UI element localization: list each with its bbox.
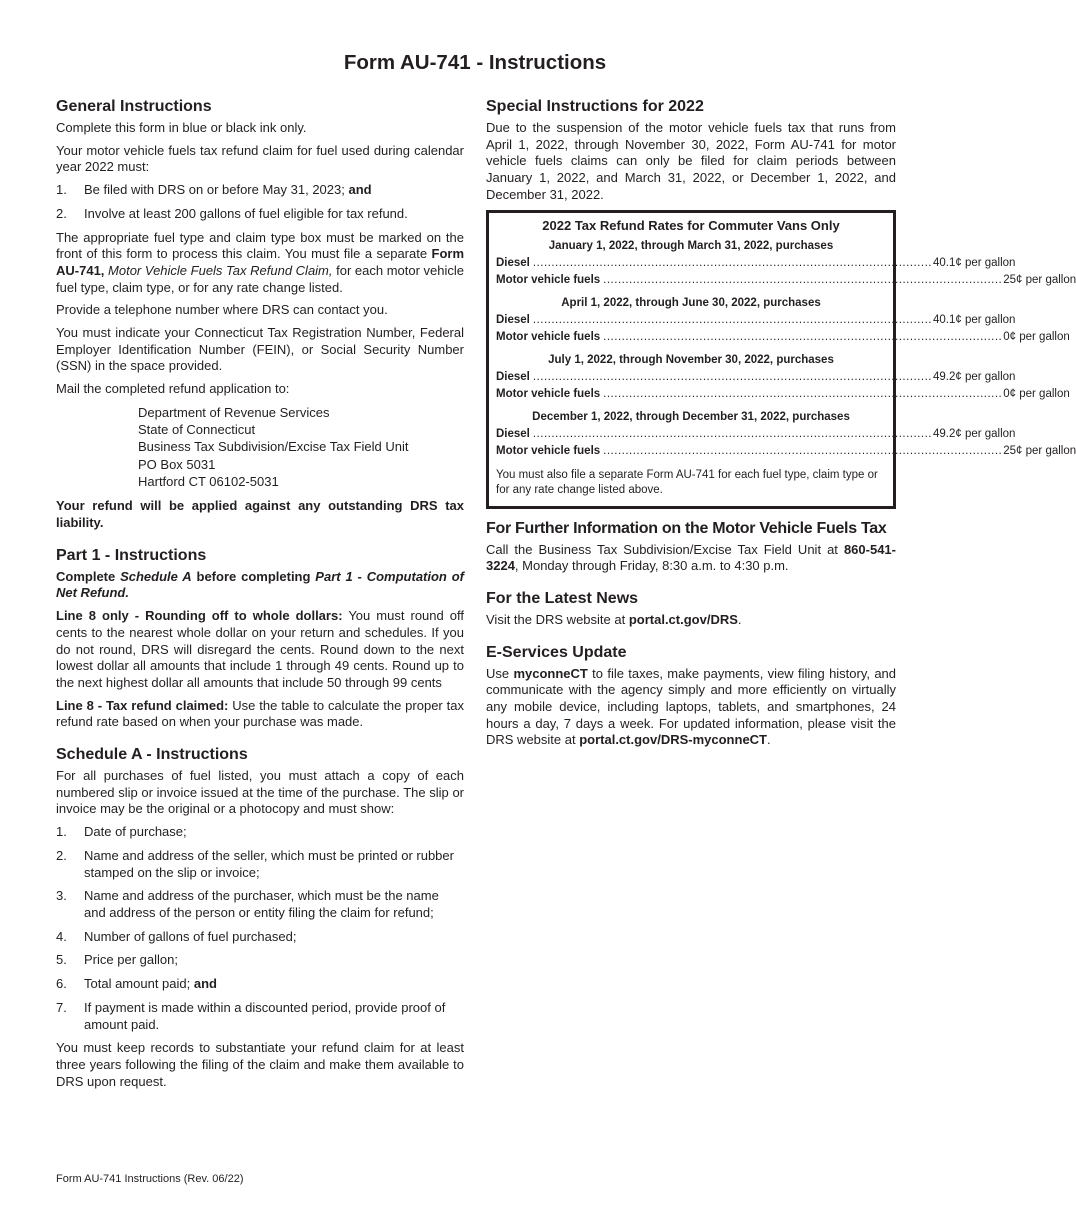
general-id-note: You must indicate your Connecticut Tax Registration Number, Federal Employer Identification Number (FEIN), or Social Security Number (SSN) in the space provided.	[56, 325, 464, 374]
schedule-a-intro: For all purchases of fuel listed, you must attach a copy of each numbered slip or invoice issued at the time of the purchase. The slip or invoice may be the original or a photocopy and must show:	[56, 768, 464, 817]
rate-period	[496, 353, 1070, 403]
general-telephone-note: Provide a telephone number where DRS can contact you.	[56, 302, 388, 318]
special-heading: Special Instructions for 2022	[486, 98, 704, 115]
e-services-update	[486, 643, 896, 750]
list-item: 1. Be filed with DRS on or before May 31, 2023; and	[56, 182, 372, 198]
general-mail-note: Mail the completed refund application to:	[56, 381, 290, 397]
list-item: 6. Total amount paid; and	[56, 976, 217, 992]
list-item: 5. Price per gallon;	[56, 952, 178, 968]
rate-row: Diesel ............................................................................................................ 40.1¢ per gallon	[496, 313, 1016, 326]
rate-period	[496, 296, 1070, 346]
rates-title: 2022 Tax Refund Rates for Commuter Vans Only	[542, 217, 840, 233]
refund-liability-note: Your refund will be applied against any outstanding DRS tax liability.	[56, 498, 464, 531]
news-heading: For the Latest News	[486, 589, 639, 607]
part1-instructions	[56, 546, 464, 731]
rate-row: Diesel ............................................................................................................ 49.2¢ per gallon	[496, 427, 1016, 440]
general-claim-must: Your motor vehicle fuels tax refund claim for fuel used during calendar year 2022 must:	[56, 142, 464, 175]
further-heading: For Further Information on the Motor Vehicle Fuels Tax	[486, 519, 887, 537]
general-requirements-list	[56, 182, 464, 222]
rate-period-heading: July 1, 2022, through November 30, 2022, purchases	[548, 353, 834, 366]
schedule-a-records-note: You must keep records to substantiate your refund claim for at least three years following the filing of the claim and make them available to DRS upon request.	[56, 1040, 464, 1089]
list-item: 2. Name and address of the seller, which must be printed or rubber stamped on the slip or invoice;	[56, 847, 454, 880]
news-text: Visit the DRS website at portal.ct.gov/DRS.	[486, 611, 742, 627]
rates-note: You must also file a separate Form AU-741 for each fuel type, claim type or for any rate change listed above.	[496, 468, 878, 496]
list-item: 1. Date of purchase;	[56, 824, 187, 840]
right-column	[486, 97, 1076, 755]
page-title: Form AU-741 - Instructions	[343, 51, 607, 74]
left-column	[56, 97, 464, 1096]
rate-period	[496, 410, 1076, 460]
rate-row: Motor vehicle fuels ............................................................................................................ 25¢ per gallon	[496, 273, 1076, 286]
rate-row: Motor vehicle fuels ............................................................................................................ 25¢ per gallon	[496, 444, 1076, 457]
line8-refund-claimed: Line 8 - Tax refund claimed: Use the table to calculate the proper tax refund rate based on when your purchase was made.	[56, 697, 464, 730]
rate-period-heading: January 1, 2022, through March 31, 2022, purchases	[548, 239, 834, 252]
list-item: 7. If payment is made within a discounted period, provide proof of amount paid.	[56, 999, 446, 1032]
line8-rounding: Line 8 only - Rounding off to whole dollars: You must round off cents to the nearest whole dollar on your return and schedules. If you do not round, DRS will disregard the cents. Round down to the next lowest dollar all amounts that include 1 through 49 cents. Round up to the next highest dollar all amounts that include 50 through 99 cents	[56, 608, 464, 690]
latest-news	[486, 589, 896, 629]
further-information	[486, 519, 896, 575]
rate-row: Motor vehicle fuels ............................................................................................................ 0¢ per gallon	[496, 330, 1070, 343]
drs-website-link[interactable]: portal.ct.gov/DRS	[628, 611, 738, 627]
list-item: 4. Number of gallons of fuel purchased;	[56, 928, 297, 944]
rate-period-heading: April 1, 2022, through June 30, 2022, purchases	[561, 296, 821, 309]
myconnect-website-link[interactable]: portal.ct.gov/DRS-myconneCT	[579, 732, 767, 748]
list-item: 3. Name and address of the purchaser, which must be the name and address of the person or entity filing the claim for refund;	[56, 888, 439, 920]
rates-table	[486, 210, 1076, 509]
special-instructions	[486, 97, 896, 204]
general-ink-note: Complete this form in blue or black ink only.	[56, 120, 307, 135]
part1-heading: Part 1 - Instructions	[56, 546, 207, 564]
eservices-text: Use myconneCT to file taxes, make payments, view filing history, and communicate with the agency simply and more efficiently on virtually any mobile device, including laptops, tablets, and smartphones, 24 hours a day, 7 days a week. For updated information, please visit the DRS website at portal.ct.gov/DRS-myconneCT.	[486, 665, 897, 748]
rate-row: Diesel ............................................................................................................ 40.1¢ per gallon	[496, 256, 1016, 269]
eservices-heading: E-Services Update	[486, 643, 627, 661]
special-text: Due to the suspension of the motor vehicle fuels tax that runs from April 1, 2022, through November 30, 2022, Form AU-741 for motor vehicle fuels claims can only be filed for claim periods between January 1, 2022, and March 31, 2022, or December 1, 2022, and December 31, 2022.	[486, 120, 896, 202]
schedule-a-heading: Schedule A - Instructions	[56, 746, 248, 764]
general-instructions	[56, 97, 464, 532]
footer-form-revision: Form AU-741 Instructions (Rev. 06/22)	[56, 1173, 244, 1185]
rate-period-heading: December 1, 2022, through December 31, 2022, purchases	[532, 410, 850, 423]
rate-period	[496, 239, 1076, 289]
further-text: Call the Business Tax Subdivision/Excise Tax Field Unit at 860-541-3224, Monday through Friday, 8:30 a.m. to 4:30 p.m.	[486, 541, 896, 574]
schedule-a-instructions	[56, 745, 464, 1090]
list-item: 2. Involve at least 200 gallons of fuel eligible for tax refund.	[56, 205, 408, 221]
rate-row: Diesel ............................................................................................................ 49.2¢ per gallon	[496, 370, 1016, 383]
rate-row: Motor vehicle fuels ............................................................................................................ 0¢ per gallon	[496, 387, 1070, 400]
general-heading: General Instructions	[56, 98, 212, 115]
phone-number: 860-541-3224	[486, 541, 896, 574]
schedule-a-list	[56, 824, 464, 1033]
part1-intro: Complete Schedule A before completing Part 1 - Computation of Net Refund.	[56, 568, 464, 601]
mailing-address: Department of Revenue Services State of Connecticut Business Tax Subdivision/Excise Tax Field Unit PO Box 5031 Hartford CT 06102-5031	[138, 404, 409, 490]
myconnect-brand: myconneCT	[513, 665, 588, 681]
general-fuel-type-note: The appropriate fuel type and claim type box must be marked on the front of this form to process this claim. You must file a separate Form AU-741, Motor Vehicle Fuels Tax Refund Claim, for each motor vehicle fuel type, claim type, or for any rate change listed.	[56, 229, 465, 295]
